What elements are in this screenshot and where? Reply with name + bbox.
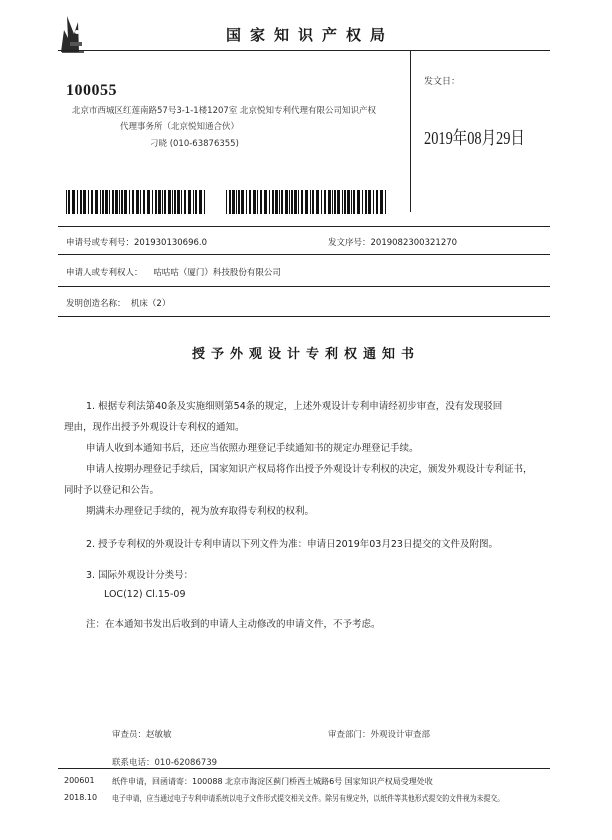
item-1-line-2: 理由，现作出授予外观设计专利权的通知。	[64, 422, 245, 433]
dispatch-serial: 2019082300321270	[370, 238, 458, 248]
item-1-line-3: 申请人收到本通知书后，还应当依照办理登记手续通知书的规定办理登记手续。	[86, 443, 419, 454]
barcode-divider	[58, 226, 550, 227]
application-number-row	[66, 236, 207, 248]
design-name: 机床（2）	[130, 299, 171, 309]
fields-divider-2	[58, 286, 550, 287]
address-line-3: 刁晓 (010-63876355)	[150, 139, 239, 149]
form-code: 200601	[64, 776, 95, 785]
item-1-line-4: 申请人按期办理登记手续后，国家知识产权局将作出授予外观设计专利权的决定，颁发外观设计专利证书，	[86, 464, 533, 475]
address-line-2: 代理事务所（北京悦知通合伙）	[120, 122, 240, 132]
office-name: 国家知识产权局	[226, 26, 395, 44]
department-label: 审查部门：	[328, 730, 371, 740]
applicant-row	[66, 266, 281, 278]
application-number: 201930130696.0	[134, 238, 208, 248]
barcode-left	[66, 190, 206, 214]
date-box-divider	[410, 50, 411, 212]
fields-divider-1	[58, 254, 550, 255]
phone-label: 联系电话：	[112, 758, 155, 768]
application-number-label: 申请号或专利号：	[66, 238, 135, 248]
dispatch-date: 2019年08月29日	[424, 128, 525, 148]
design-name-label: 发明创造名称：	[66, 299, 126, 309]
applicant-label: 申请人或专利权人：	[66, 268, 143, 278]
notice-title: 授予外观设计专利权通知书	[191, 347, 420, 362]
design-name-row	[66, 297, 170, 309]
footer-divider	[58, 768, 550, 769]
fields-divider-3	[58, 316, 550, 317]
examiner-name: 赵敏敏	[146, 730, 172, 740]
header-divider	[58, 50, 550, 51]
item-2: 2. 授予专利权的外观设计专利申请以下列文件为准：申请日2019年03月23日提交的文件及附图。	[86, 539, 498, 550]
department-name: 外观设计审查部	[370, 730, 431, 740]
phone-number: 010-62086739	[154, 758, 218, 768]
item-1-line-6: 期满未办理登记手续的，视为放弃取得专利权的权利。	[86, 506, 315, 517]
postcode: 100055	[66, 82, 117, 99]
address-line-1: 北京市西城区红莲南路57号3-1-1楼1207室 北京悦知专利代理有限公司知识产权	[72, 106, 377, 116]
phone-row	[112, 756, 217, 768]
dispatch-serial-label: 发文序号：	[328, 238, 371, 248]
dispatch-serial-row	[328, 236, 457, 248]
dispatch-date-label: 发文日：	[424, 77, 461, 87]
barcode-right	[226, 190, 386, 214]
form-date: 2018.10	[64, 793, 98, 802]
office-emblem-logo	[58, 12, 86, 54]
classification-code: LOC(12) Cl.15-09	[104, 589, 186, 600]
item-3-line-1: 3. 国际外观设计分类号：	[86, 570, 194, 581]
examiner-row	[112, 728, 172, 740]
footer-line-1: 纸件申请，回函请寄：100088 北京市海淀区蓟门桥西土城路6号 国家知识产权局受理处收	[112, 777, 433, 786]
examiner-label: 审查员：	[112, 730, 147, 740]
item-1-line-5: 同时予以登记和公告。	[64, 485, 160, 496]
item-1-line-1: 1. 根据专利法第40条及实施细则第54条的规定，上述外观设计专利申请经初步审查，没有发现驳回	[86, 401, 503, 412]
applicant-name: 咕咕咕（厦门）科技股份有限公司	[153, 268, 281, 278]
note: 注：在本通知书发出后收到的申请人主动修改的申请文件，不予考虑。	[86, 619, 381, 630]
footer-line-2: 电子申请，应当通过电子专利申请系统以电子文件形式提交相关文件。除另有规定外，以纸件等其他形式提交的文件视为未提交。	[112, 794, 505, 803]
department-row	[328, 728, 430, 740]
